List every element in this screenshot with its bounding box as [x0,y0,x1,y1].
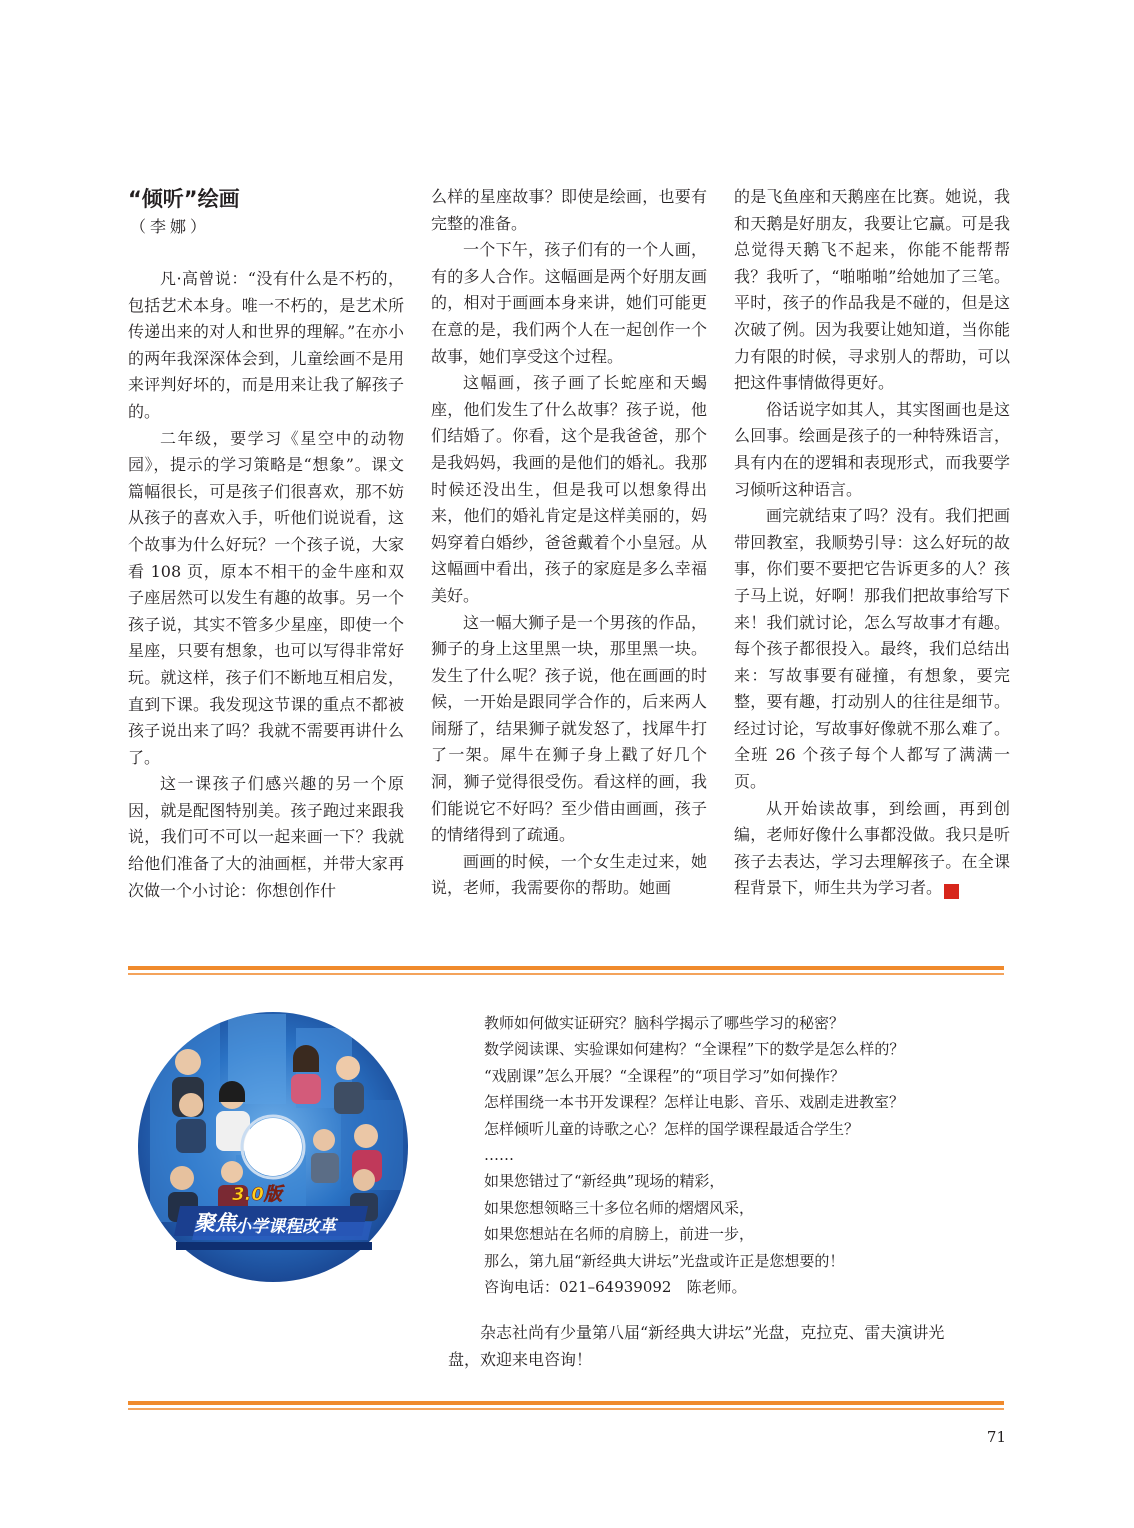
advert-line: 如果您想站在名师的肩膀上，前进一步， [484,1225,755,1244]
advert-contact: 咨询电话：021–64939092 陈老师。 [484,1278,747,1297]
paragraph: 二年级，要学习《星空中的动物园》，提示的学习策略是“想象”。课文篇幅很长，可是孩子们很喜欢，那不妨从孩子的喜欢入手，听他们说说看，这个故事为什么好玩？一个孩子说，大家看 108 页，原本不相干的金牛座和双子座居然可以发生有趣的故事。另一个孩子说，其实不管多少星座，即使一个星座，只要有想象，也可以写得非常好玩。就这样，孩子们不断地互相启发，直到下课。我发现这节课的重点不都被孩子说出来了吗？我就不需要再讲什么了。 [128,428,404,767]
advert-lines [484,1010,1004,1300]
paragraph: 画画的时候，一个女生走过来，她说，老师，我需要你的帮助。她画 [431,851,707,898]
disc-title-left: 聚焦 [194,1211,236,1235]
paragraph: 这一课孩子们感兴趣的另一个原因，就是配图特别美。孩子跑过来跟我说，我们可不可以一起来画一下？我就给他们准备了大的油画框，并带大家再次做一个小讨论：你想创作什 [128,774,404,900]
article-author: （李娜） [130,217,211,236]
paragraph: 凡·高曾说：“没有什么是不朽的，包括艺术本身。唯一不朽的，是艺术所传递出来的对人和世界的理解。”在亦小的两年我深深体会到，儿童绘画不是用来评判好坏的，而是用来让我了解孩子的。 [128,269,404,421]
divider-bottom [128,1401,1004,1410]
article-column-1 [128,184,404,904]
advert-line: “戏剧课”怎么开展？“全课程”的“项目学习”如何操作？ [484,1066,846,1085]
article-column-2 [431,184,707,902]
paragraph: 俗话说字如其人，其实图画也是这么回事。绘画是孩子的一种特殊语言，具有内在的逻辑和表现形式，而我要学习倾听这种语言。 [734,399,1010,499]
paragraph-continued: 的是飞鱼座和天鹅座在比赛。她说，我和天鹅是好朋友，我要让它赢。可是我总觉得天鹅飞不起来，你能不能帮帮我？我听了，“啪啪啪”给她加了三笔。平时，孩子的作品我是不碰的，但是这次破了例。因为我要让她知道，当你能力有限的时候，寻求别人的帮助，可以把这件事情做得更好。 [734,187,1010,393]
article-column-3 [734,184,1010,902]
advert-line: 数学阅读课、实验课如何建构？“全课程”下的数学是怎么样的？ [484,1040,905,1059]
advert-line: 那么，第九届“新经典大讲坛”光盘或许正是您想要的！ [484,1251,845,1270]
dvd-disc-image [136,1010,410,1284]
advert-line: 怎样围绕一本书开发课程？怎样让电影、音乐、戏剧走进教室？ [484,1093,905,1112]
paragraph: 这幅画，孩子画了长蛇座和天蝎座，他们发生了什么故事？孩子说，他们结婚了。你看，这个是我爸爸，那个是我妈妈，我画的是他们的婚礼。我那时候还没出生，但是我可以想象得出来，他们的婚礼肯定是这样美丽的，妈妈穿着白婚纱，爸爸戴着个小皇冠。从这幅画中看出，孩子的家庭是多么幸福美好。 [431,373,707,605]
paragraph: 画完就结束了吗？没有。我们把画带回教室，我顺势引导：这么好玩的故事，你们要不要把它告诉更多的人？孩子马上说，好啊！那我们把故事给写下来！我们就讨论，怎么写故事才有趣。每个孩子都很投入。最终，我们总结出来：写故事要有碰撞，有想象，要完整，要有趣，打动别人的往往是细节。经过讨论，写故事好像就不那么难了。全班 26 个孩子每个人都写了满满一页。 [734,506,1010,792]
advert-line: 如果您想领略三十多位名师的熠熠风采， [484,1198,755,1217]
advert-line: 教师如何做实证研究？脑科学揭示了哪些学习的秘密？ [484,1014,845,1032]
article-title: “倾听”绘画 [128,187,240,211]
divider-top [128,966,1004,975]
disc-title-right: 小学课程改革 [234,1217,336,1237]
advert-note-text: 杂志社尚有少量第八届“新经典大讲坛”光盘，克拉克、雷夫演讲光盘，欢迎来电咨询！ [448,1323,945,1369]
paragraph-last [734,796,1010,902]
paragraph-continued: 么样的星座故事？即使是绘画，也要有完整的准备。 [431,187,707,233]
disc-hole [244,1118,302,1176]
advert-note [448,1320,968,1373]
paragraph: 一个下午，孩子们有的一个人画，有的多人合作。这幅画是两个好朋友画的，相对于画画本身来讲，她们可能更在意的是，我们两个人在一起创作一个故事，她们享受这个过程。 [431,240,707,366]
page-number: 71 [986,1428,1006,1446]
disc-version: 3.0版 [232,1184,282,1205]
paragraph: 这一幅大狮子是一个男孩的作品，狮子的身上这里黑一块，那里黑一块。发生了什么呢？孩子说，他在画画的时候，一开始是跟同学合作的，后来两人闹掰了，结果狮子就发怒了，找犀牛打了一架。犀牛在狮子身上戳了好几个洞，狮子觉得很受伤。看这样的画，我们能说它不好吗？至少借由画画，孩子的情绪得到了疏通。 [431,612,707,845]
advert-line: 如果您错过了“新经典”现场的精彩， [484,1172,725,1191]
advert-line: 怎样倾听儿童的诗歌之心？怎样的国学课程最适合学生？ [484,1119,860,1138]
end-mark-icon: 家 [944,884,959,899]
paragraph-text: 从开始读故事，到绘画，再到创编，老师好像什么事都没做。我只是听孩子去表达，学习去理解孩子。在全课程背景下，师生共为学习者。 [734,798,1010,898]
advert-line: …… [484,1146,514,1165]
